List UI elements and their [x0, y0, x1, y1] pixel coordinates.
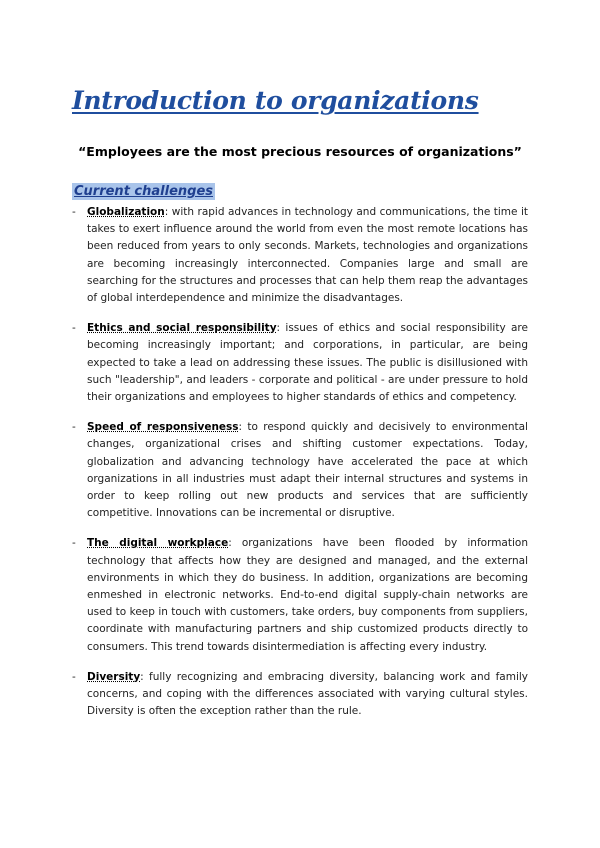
item-text: : to respond quickly and decisively to environmental changes, organizational crises and shifting customer expectations. Today, globalization and advancing technology have accelerated the pace at which organizations in all industries must adapt their internal structures and systems in order to keep rolling out new products and services that are sufficiently competitive. Innovations can be incremental or disruptive. [87, 421, 528, 520]
bullet-dash: - [72, 322, 76, 335]
item-term: Ethics and social responsibility [87, 322, 277, 335]
bullet-dash: - [72, 670, 76, 683]
quote: “Employees are the most precious resources of organizations” [78, 144, 522, 159]
item-text: : organizations have been flooded by information technology that affects how they are designed and managed, and the external environments in which they do business. In addition, organizations are becoming enmeshed in electronic networks. End-to-end digital supply-chain networks are used to keep in touch with customers, take orders, buy components from suppliers, coordinate with manufacturing partners and ship customized products directly to consumers. This trend towards disintermediation is affecting every industry. [87, 537, 528, 653]
item-term: Speed of responsiveness [87, 421, 239, 434]
item-term: Globalization [87, 206, 165, 218]
list-item-digital-workplace [72, 535, 528, 655]
challenges-list [72, 204, 528, 733]
bullet-dash: - [72, 421, 76, 434]
item-term: Diversity [87, 670, 141, 683]
list-item-ethics [72, 320, 528, 406]
item-text: : issues of ethics and social responsibility are becoming increasingly important; and corporations, in particular, are being expected to take a lead on addressing these issues. The public is disillusioned with such "leadership", and leaders - corporate and political - are under pressure to hold their organizations and employees to higher standards of ethics and competency. [87, 322, 528, 404]
list-item-diversity [72, 669, 528, 721]
item-term: The digital workplace [87, 537, 229, 550]
page-title: Introduction to organizations [72, 86, 479, 115]
bullet-dash: - [72, 537, 76, 550]
item-text: : with rapid advances in technology and communications, the time it takes to exert influence around the world from even the most remote locations has been reduced from years to only seconds. Markets, technologies and organizations are becoming increasingly interconnected. Companies large and small are searching for the structures and processes that can help them reap the advantages of global interdependence and minimize the disadvantages. [87, 206, 528, 305]
list-item-speed [72, 419, 528, 522]
item-text: : fully recognizing and embracing diversity, balancing work and family concerns, and coping with the differences associated with varying cultural styles. Diversity is often the exception rather than the rule. [87, 670, 528, 718]
list-item-globalization [72, 204, 528, 307]
section-heading: Current challenges [74, 184, 214, 199]
bullet-dash: - [72, 206, 76, 218]
